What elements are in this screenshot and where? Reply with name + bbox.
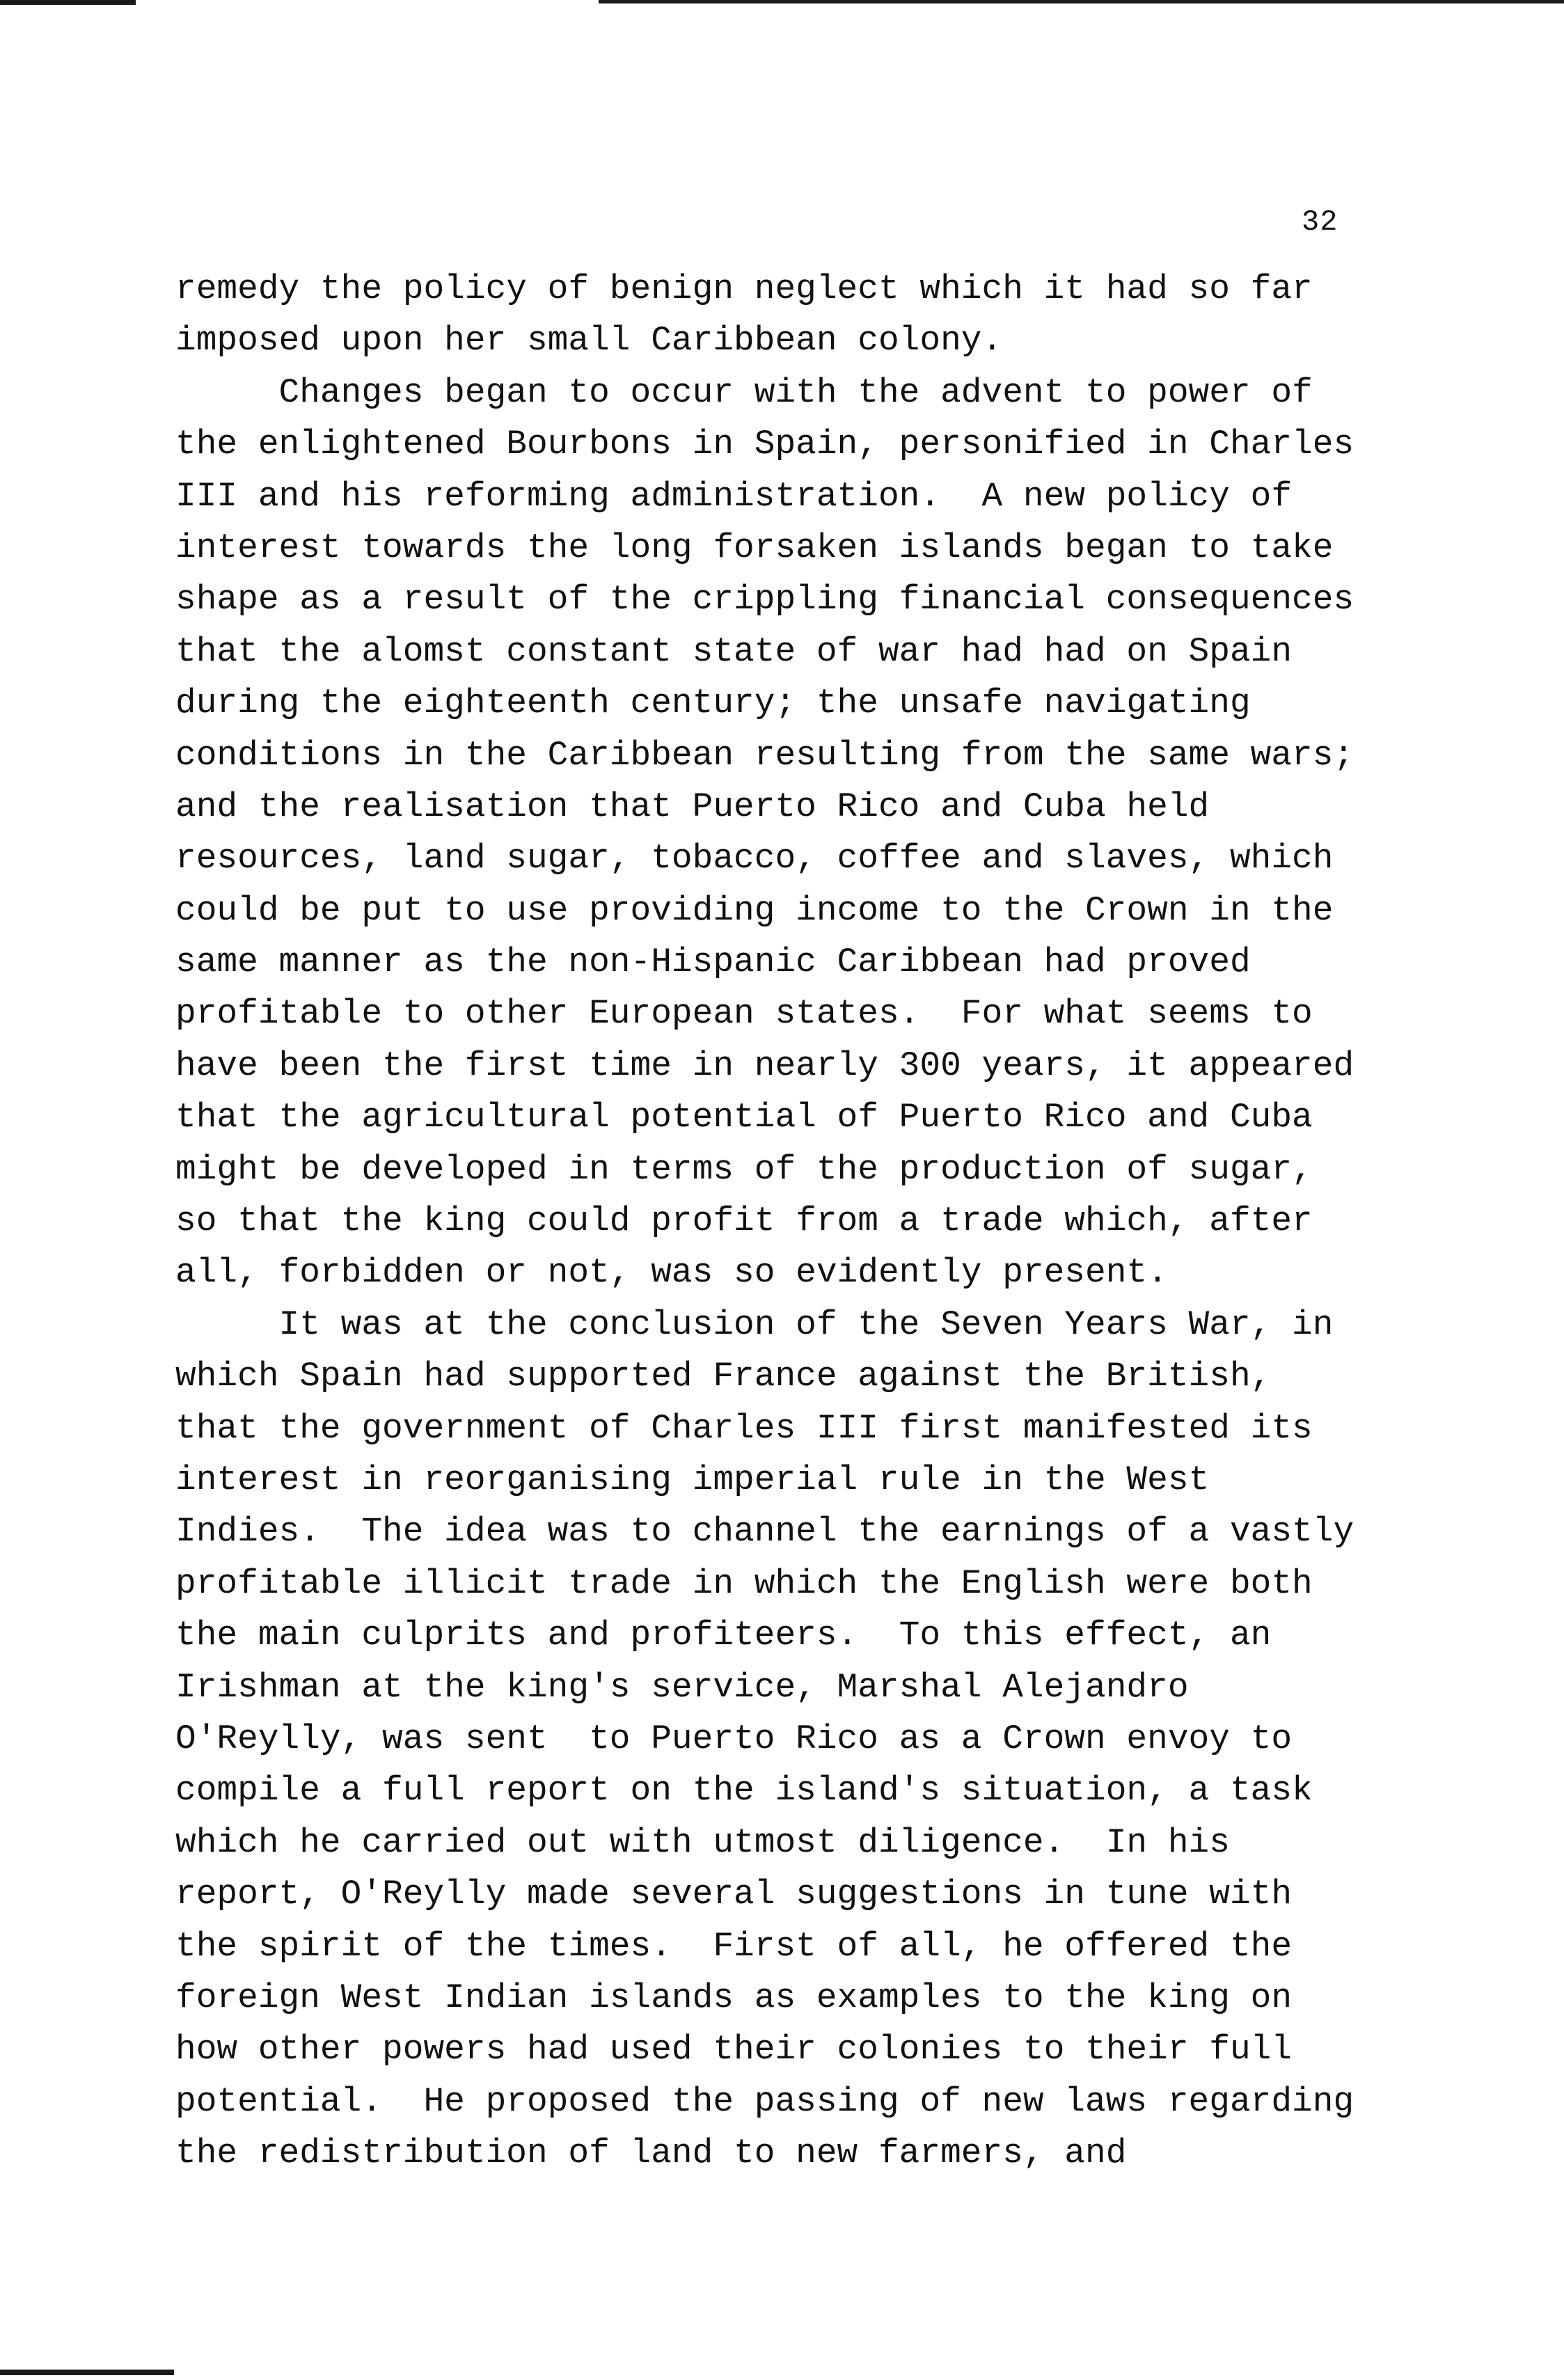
text-line: so that the king could profit from a trade which, after [175,1201,1313,1241]
body-text [175,263,1428,2179]
text-line: the enlightened Bourbons in Spain, personified in Charles [175,425,1354,464]
text-line: profitable illicit trade in which the English were both [175,1563,1313,1603]
text-line: resources, land sugar, tobacco, coffee and slaves, which [175,839,1334,878]
text-line: the main culprits and profiteers. To this effect, an [175,1616,1272,1655]
text-line: that the government of Charles III first manifested its [175,1408,1313,1448]
text-line: during the eighteenth century; the unsafe navigating [175,684,1251,723]
text-line: Changes began to occur with the advent to power of [175,372,1313,412]
text-line: interest towards the long forsaken islands began to take [175,528,1334,567]
text-line: same manner as the non-Hispanic Caribbean had proved [175,943,1251,982]
page-number: 32 [1302,205,1338,239]
text-line: all, forbidden or not, was so evidently present. [175,1253,1168,1293]
text-line: could be put to use providing income to the Crown in the [175,890,1334,930]
text-line: the redistribution of land to new farmers, and [175,2134,1127,2173]
text-line: foreign West Indian islands as examples to the king on [175,1978,1293,2017]
text-line: imposed upon her small Caribbean colony. [175,321,1003,361]
text-line: III and his reforming administration. A new policy of [175,476,1293,516]
text-line: Indies. The idea was to channel the earnings of a vastly [175,1512,1354,1552]
text-line: It was at the conclusion of the Seven Years War, in [175,1305,1334,1344]
text-line: potential. He proposed the passing of new laws regarding [175,2081,1354,2121]
scan-top-rule [599,0,1564,3]
text-line: have been the first time in nearly 300 years, it appeared [175,1046,1354,1085]
text-line: profitable to other European states. For what seems to [175,994,1313,1034]
text-line: how other powers had used their colonies to their full [175,2030,1293,2070]
text-line: O'Reylly, was sent to Puerto Rico as a Crown envoy to [175,1719,1293,1758]
text-line: remedy the policy of benign neglect which it had so far [175,269,1313,308]
text-line: interest in reorganising imperial rule in the West [175,1460,1210,1499]
text-line: shape as a result of the crippling financial consequences [175,580,1354,620]
text-line: which Spain had supported France against the British, [175,1357,1272,1396]
text-line: conditions in the Caribbean resulting from the same wars; [175,735,1354,775]
text-line: that the alomst constant state of war had had on Spain [175,631,1293,671]
scan-edge-mark [0,2370,174,2375]
text-line: Irishman at the king's service, Marshal Alejandro [175,1667,1189,1707]
text-line: report, O'Reylly made several suggestions in tune with [175,1875,1293,1914]
text-line: that the agricultural potential of Puerto Rico and Cuba [175,1098,1313,1137]
text-line: compile a full report on the island's situation, a task [175,1771,1313,1811]
text-line: which he carried out with utmost diligence. In his [175,1822,1230,1862]
text-line: and the realisation that Puerto Rico and Cuba held [175,787,1210,826]
scan-edge-mark [0,0,136,5]
text-line: the spirit of the times. First of all, he offered the [175,1926,1293,1966]
text-line: might be developed in terms of the production of sugar, [175,1149,1313,1189]
